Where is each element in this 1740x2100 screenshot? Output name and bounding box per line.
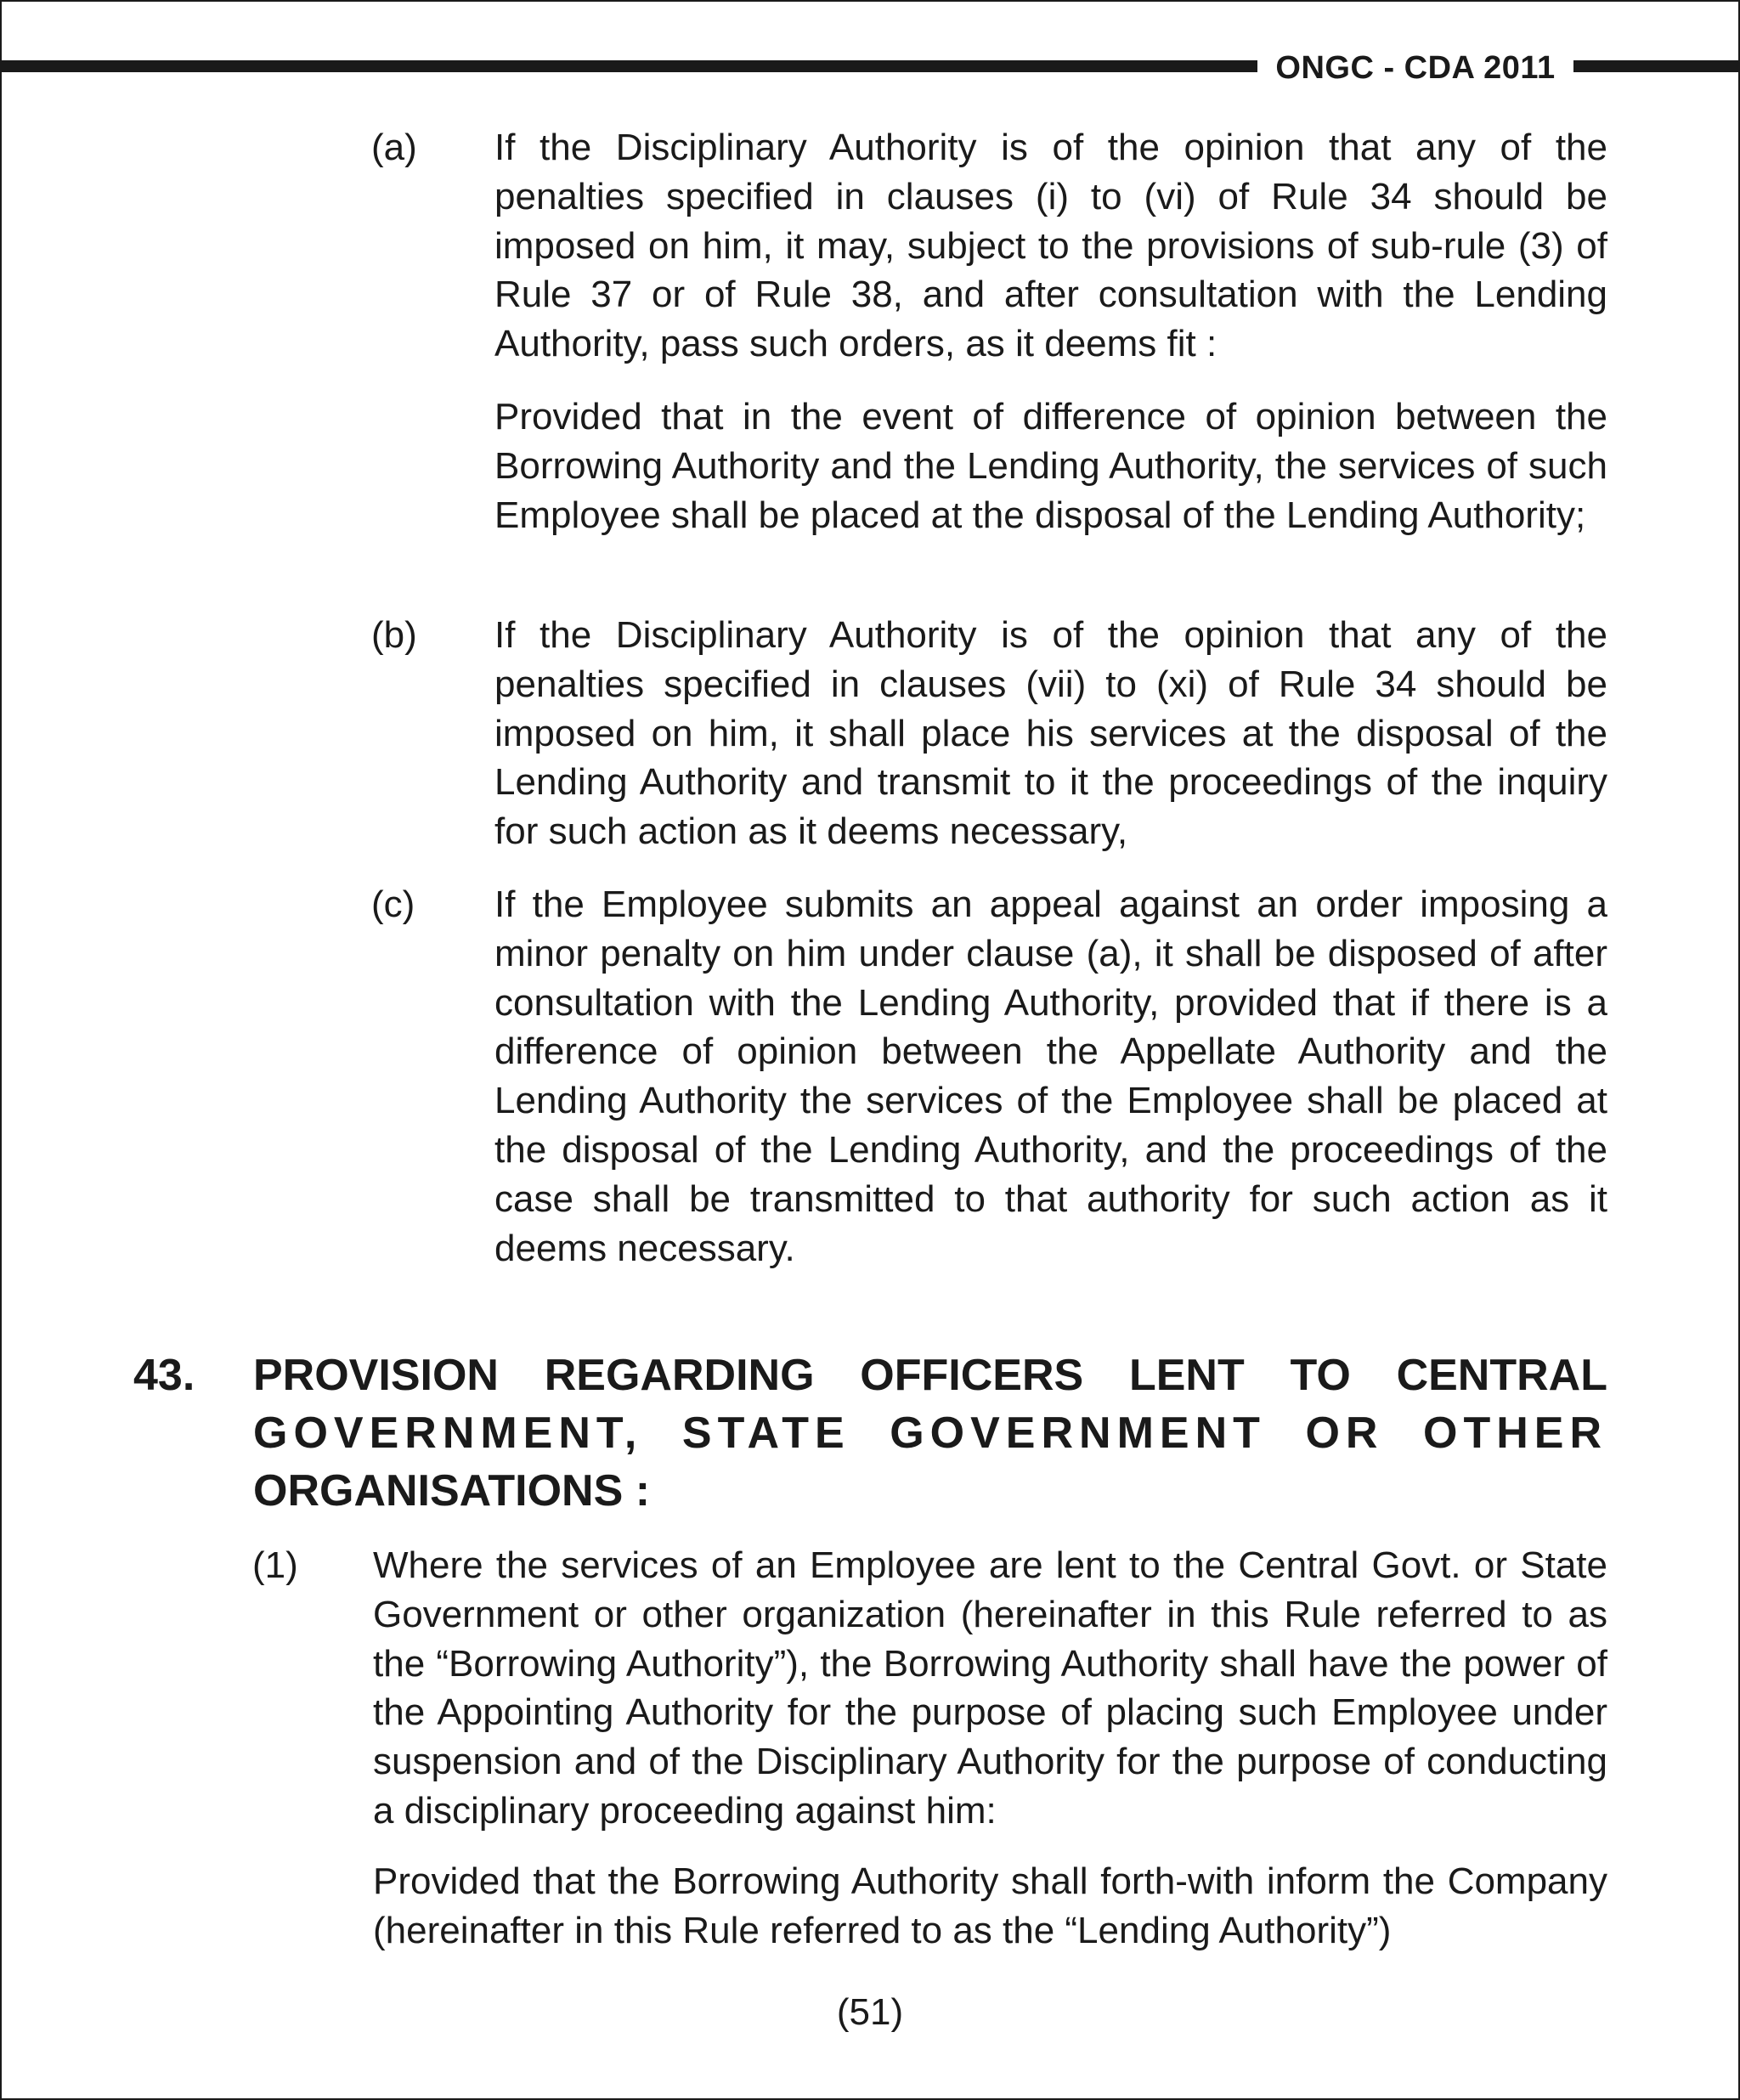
clause-a-text: If the Disciplinary Authority is of the opinion that any of the penalties specified in clauses (i) to (vi) of Rule 34 should be imposed on him, it may, subject to the provisions of sub-rule (3) of Rule 37 or of Rule 38, and after consultation with the Lending Authority, pass such orders, as it deems fit : [494,127,1607,365]
subrule-1-proviso: Provided that the Borrowing Authority shall forth-with inform the Company (hereinafter in this Rule referred to as the “Lending Authority”) [373,1860,1607,1951]
header-rule-left [0,60,1257,72]
clause-c-text: If the Employee submits an appeal against an order imposing a minor penalty on him under clause (a), it shall be disposed of after consultation with the Lending Authority, provided that if there is a difference of opinion between the Appellate Authority and the Lending Authority the services of the Employee shall be placed at the disposal of the Lending Authority, and the proceedings of the case shall be transmitted to that authority for such action as it deems necessary. [494,883,1607,1269]
header-rule-right [1573,60,1740,72]
subrule-1-text: Where the services of an Employee are lent to the Central Govt. or State Government or other organization (hereinafter in this Rule referred to as the “Borrowing Authority”), the Borrowing Authority shall have the power of the Appointing Authority for the purpose of placing such Employee under suspension and of the Disciplinary Authority for the purpose of conducting a disciplinary proceeding against him: [373,1544,1607,1832]
section-heading-line-3: ORGANISATIONS : [253,1466,651,1516]
document-header-title: ONGC - CDA 2011 [1257,51,1573,85]
clause-marker-b: (b) [371,614,417,656]
section-heading-line-1: PROVISION REGARDING OFFICERS LENT TO CENTRAL [253,1351,1607,1400]
clause-b-text: If the Disciplinary Authority is of the opinion that any of the penalties specified in clauses (vii) to (xi) of Rule 34 should be imposed on him, it shall place his services at the disposal of the Lending Authority and transmit to it the proceedings of the inquiry for such action as it deems necessary, [494,614,1607,853]
clause-marker-c: (c) [371,883,415,925]
section-heading-line-2: GOVERNMENT, STATE GOVERNMENT OR OTHER [253,1408,1607,1458]
section-heading [253,1346,1607,1520]
clause-a-proviso: Provided that in the event of difference of opinion between the Borrowing Authority and the Lending Authority, the services of such Employee shall be placed at the disposal of the Lending Authority; [494,396,1607,536]
page-number: (51) [836,1991,904,2033]
section-number: 43. [133,1351,195,1400]
subrule-marker-1: (1) [252,1544,298,1586]
clause-marker-a: (a) [371,127,417,168]
